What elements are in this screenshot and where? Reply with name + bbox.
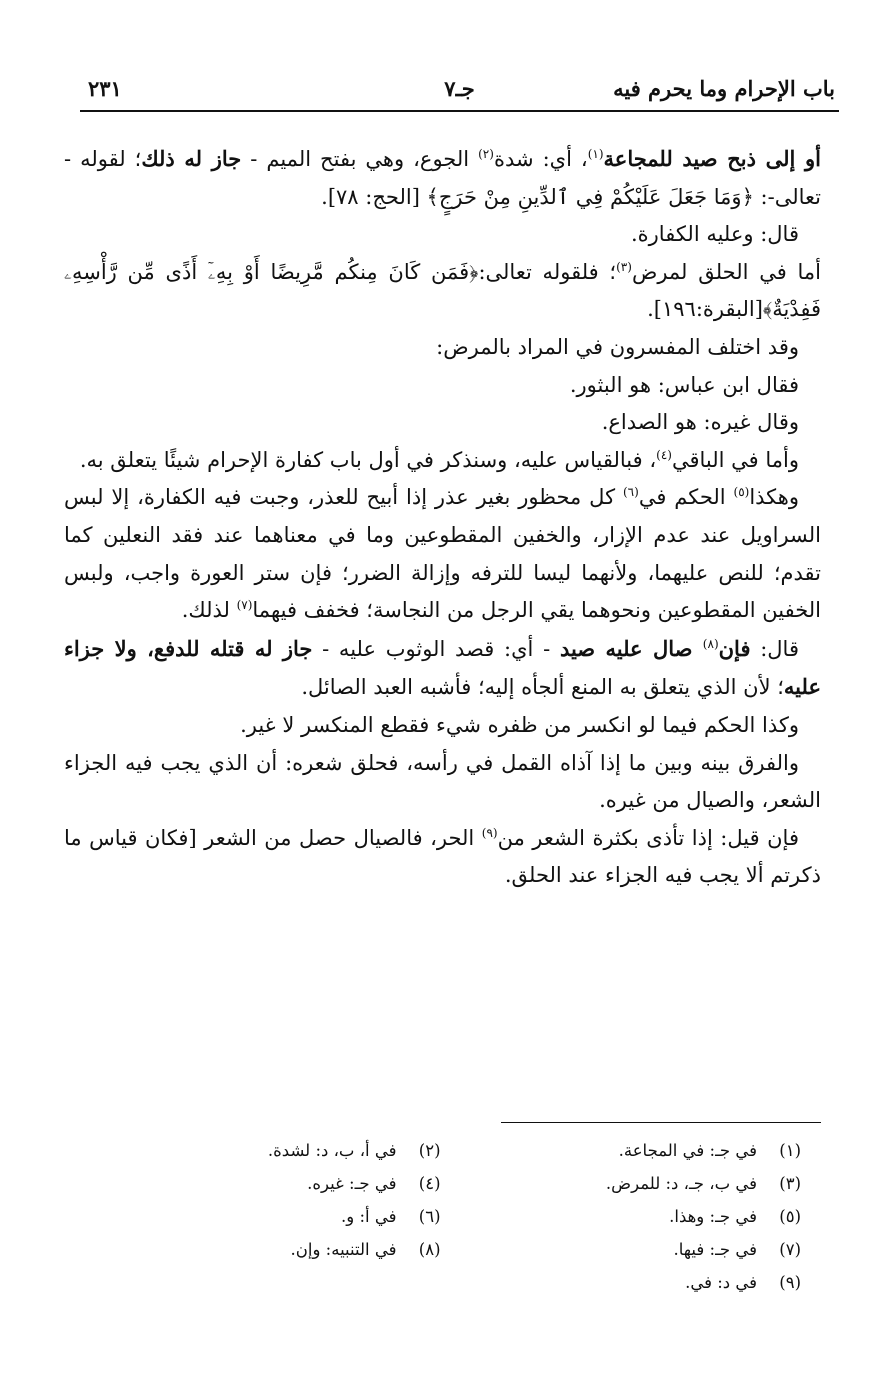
footnote-number: (٢) [418, 1141, 441, 1160]
paragraph [64, 442, 821, 480]
footnote-number: (١) [779, 1141, 801, 1160]
footnote-ref: (٢) [478, 147, 494, 161]
running-header [80, 62, 839, 112]
footnote-number: (٧) [779, 1240, 801, 1259]
footnote-ref: (١) [587, 147, 604, 161]
footnote-text: في أ، ب، د: لشدة. [267, 1141, 397, 1160]
footnote-text: في د: في. [685, 1273, 757, 1292]
footnote-item [511, 1200, 802, 1233]
paragraph [64, 140, 821, 216]
footnote-item [511, 1233, 802, 1266]
text: ، أي: شدة [493, 147, 588, 171]
paragraph [64, 254, 821, 329]
footnote-divider [501, 1122, 821, 1123]
footnote-text: في جـ: فيها. [673, 1240, 757, 1259]
paragraph: وكذا الحكم فيما لو انكسر من ظفره شيء فقطع المنكسر لا غير. [240, 712, 799, 737]
bold-text: صال عليه صيد [559, 635, 703, 661]
footnote-item [511, 1134, 802, 1167]
bold-text: جاز له قتله للدفع، ولا جزاء عليه [64, 635, 821, 700]
text: وهكذا [749, 485, 799, 510]
paragraph: والفرق بينه وبين ما إذا آذاه القمل في رأسه، فحلق شعره: أن الذي يجب فيه الجزاء الشعر، والصيال من غيره. [64, 750, 821, 813]
bold-text: فإن [718, 635, 751, 661]
text: قال: [750, 636, 799, 661]
text: أما في الحلق لمرض [631, 259, 821, 284]
main-text [64, 140, 821, 895]
paragraph: وقال غيره: هو الصداع. [601, 410, 799, 435]
text: الجوع، وهي بفتح الميم - [241, 147, 479, 171]
text: ، فبالقياس عليه، وسنذكر في أول باب كفارة الإحرام شيئًا يتعلق به. [79, 447, 657, 472]
footnote-text: في التنبيه: وإن. [290, 1240, 397, 1259]
paragraph [64, 820, 821, 895]
text: فإن قيل: إذا تأذى بكثرة الشعر من [497, 825, 799, 850]
paragraph: فقال ابن عباس: هو البثور. [569, 372, 799, 397]
paragraph [64, 630, 821, 707]
footnote-item [150, 1167, 441, 1200]
footnote-text: في جـ: غيره. [307, 1174, 397, 1193]
footnote-item [511, 1167, 802, 1200]
footnotes [150, 1134, 801, 1299]
footnote-text: في جـ: وهذا. [669, 1207, 757, 1226]
footnote-ref: (٥) [733, 485, 750, 500]
text: ؛ لقوله - تعالى-: ﴿وَمَا جَعَلَ عَلَيْكُمْ فِي ٱلدِّينِ مِنْ حَرَجٍ﴾ [الحج: ٧٨]. [64, 147, 821, 209]
text: ؛ فلقوله تعالى:﴿فَمَن كَانَ مِنكُم مَّرِيضًا أَوْ بِهِۦٓ أَذًى مِّن رَّأْسِهِۦ فَفِدْيَةٌ﴾[البقرة:١٩٦]. [64, 259, 821, 322]
footnote-ref: (٨) [702, 636, 719, 651]
paragraph: وقد اختلف المفسرون في المراد بالمرض: [436, 334, 799, 359]
footnote-number: (٤) [418, 1174, 441, 1193]
footnote-ref: (٧) [236, 598, 253, 613]
footnote-item [150, 1233, 441, 1266]
text: ؛ لأن الذي يتعلق به المنع ألجأه إليه؛ فأشبه العبد الصائل. [301, 675, 784, 700]
footnote-text: في جـ: في المجاعة. [618, 1141, 757, 1160]
footnote-ref: (٤) [656, 447, 672, 462]
text: - أي: قصد الوثوب عليه - [312, 636, 560, 661]
bold-text: جاز له ذلك [141, 146, 242, 171]
volume-label: جـ٧ [444, 76, 475, 101]
footnote-number: (٩) [779, 1273, 801, 1292]
text: وأما في الباقي [671, 447, 799, 472]
paragraph [64, 479, 821, 629]
bold-text: أو إلى ذبح صيد للمجاعة [603, 146, 821, 171]
chapter-title: باب الإحرام وما يحرم فيه [613, 76, 835, 101]
footnote-number: (٨) [418, 1240, 441, 1259]
footnote-item [150, 1134, 441, 1167]
footnote-item [150, 1200, 441, 1233]
footnote-number: (٣) [779, 1174, 801, 1193]
paragraph: قال: وعليه الكفارة. [630, 222, 799, 247]
footnote-text: في أ: و. [341, 1207, 397, 1226]
text: كل محظور بغير عذر إذا أبيح للعذر، وجبت فيه الكفارة، إلا لبس السراويل عند عدم الإزار، والخفين المقطوعين وما في معناهما عند فقد النعلين كما تقدم؛ للنص عليهما، ولأنهما ليسا للترفه وإزالة الضرر؛ فإن ستر العورة واجب، ولبس الخفين المقطوعين ونحوهما يقي الرجل من النجاسة؛ فخفف فيهما [64, 485, 821, 623]
footnote-ref: (٣) [616, 259, 632, 274]
text: لذلك. [181, 598, 237, 623]
footnote-ref: (٦) [622, 485, 639, 500]
footnote-text: في ب، جـ، د: للمرض. [605, 1174, 757, 1193]
footnote-ref: (٩) [481, 825, 498, 840]
footnote-number: (٦) [418, 1207, 441, 1226]
text: الحر، فالصيال حصل من الشعر [فكان قياس ما ذكرتم ألا يجب فيه الجزاء عند الحلق. [64, 825, 821, 888]
page-number: ٢٣١ [88, 76, 122, 101]
text: الحكم في [638, 485, 734, 510]
footnote-number: (٥) [779, 1207, 801, 1226]
footnote-item [511, 1266, 802, 1299]
